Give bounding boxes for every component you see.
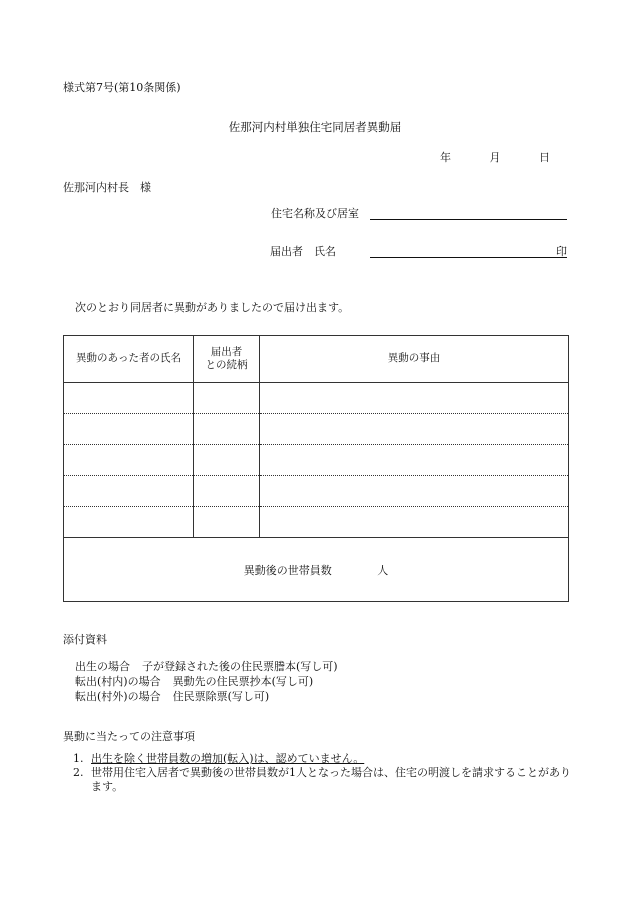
note-item — [73, 752, 573, 766]
note-text: 世帯用住宅入居者で異動後の世帯員数が1人となった場合は、住宅の明渡しを請求することがあります。 — [91, 766, 571, 793]
relation-cell[interactable] — [194, 507, 260, 538]
household-total-label: 異動後の世帯員数 — [243, 563, 332, 577]
header-name: 異動のあった者の氏名 — [64, 336, 194, 383]
date-month: 月 — [489, 151, 501, 164]
notifier-name-label: 届出者 氏名 — [270, 245, 336, 258]
table-row — [64, 507, 569, 538]
intro-text: 次のとおり同居者に異動がありましたので届け出ます。 — [75, 301, 350, 314]
attachment-doc: 子が登録された後の住民票謄本(写し可) — [142, 660, 338, 673]
attachments-list — [75, 659, 338, 704]
note-item — [73, 766, 573, 794]
household-total-row — [64, 538, 569, 602]
household-total-cell[interactable] — [64, 538, 569, 602]
relation-cell[interactable] — [194, 445, 260, 476]
list-item — [75, 659, 338, 674]
date-year: 年 — [440, 151, 451, 164]
list-item — [75, 674, 338, 689]
notes-list — [73, 752, 573, 794]
attachments-heading: 添付資料 — [63, 633, 107, 646]
note-text: 出生を除く世帯員数の増加(転入)は、認めていません。 — [91, 752, 365, 765]
header-relation-line2: との続柄 — [205, 359, 248, 371]
header-reason: 異動の事由 — [260, 336, 569, 383]
table-row — [64, 476, 569, 507]
name-cell[interactable] — [64, 414, 194, 445]
reason-cell[interactable] — [260, 507, 569, 538]
note-number: 2. — [73, 766, 84, 779]
addressee: 佐那河内村長 様 — [63, 181, 151, 194]
header-relation-line1: 届出者 — [210, 345, 243, 358]
attachment-case: 転出(村内)の場合 — [75, 675, 161, 688]
list-item — [75, 689, 338, 704]
relation-cell[interactable] — [194, 476, 260, 507]
attachment-case: 出生の場合 — [75, 660, 130, 673]
housing-input-line[interactable] — [370, 219, 567, 220]
date-row — [440, 151, 550, 164]
housing-label: 住宅名称及び居室 — [271, 207, 359, 220]
changes-table — [63, 335, 569, 602]
household-total-unit: 人 — [377, 563, 389, 577]
table-row — [64, 445, 569, 476]
relation-cell[interactable] — [194, 414, 260, 445]
table-row — [64, 414, 569, 445]
table-row — [64, 383, 569, 414]
notes-heading: 異動に当たっての注意事項 — [63, 730, 195, 743]
name-cell[interactable] — [64, 445, 194, 476]
reason-cell[interactable] — [260, 445, 569, 476]
name-cell[interactable] — [64, 476, 194, 507]
attachment-doc: 異動先の住民票抄本(写し可) — [172, 675, 314, 688]
name-cell[interactable] — [64, 507, 194, 538]
notifier-name-input-line[interactable] — [370, 257, 567, 258]
form-code: 様式第7号(第10条関係) — [63, 81, 181, 94]
date-day: 日 — [539, 151, 550, 164]
seal-mark: 印 — [556, 245, 567, 258]
header-relation — [194, 336, 260, 383]
table-header-row — [64, 336, 569, 383]
form-title: 佐那河内村単独住宅同居者異動届 — [228, 120, 402, 134]
name-cell[interactable] — [64, 383, 194, 414]
reason-cell[interactable] — [260, 414, 569, 445]
reason-cell[interactable] — [260, 383, 569, 414]
note-number: 1. — [73, 752, 84, 765]
relation-cell[interactable] — [194, 383, 260, 414]
attachment-case: 転出(村外)の場合 — [75, 690, 161, 703]
reason-cell[interactable] — [260, 476, 569, 507]
attachment-doc: 住民票除票(写し可) — [172, 690, 270, 703]
